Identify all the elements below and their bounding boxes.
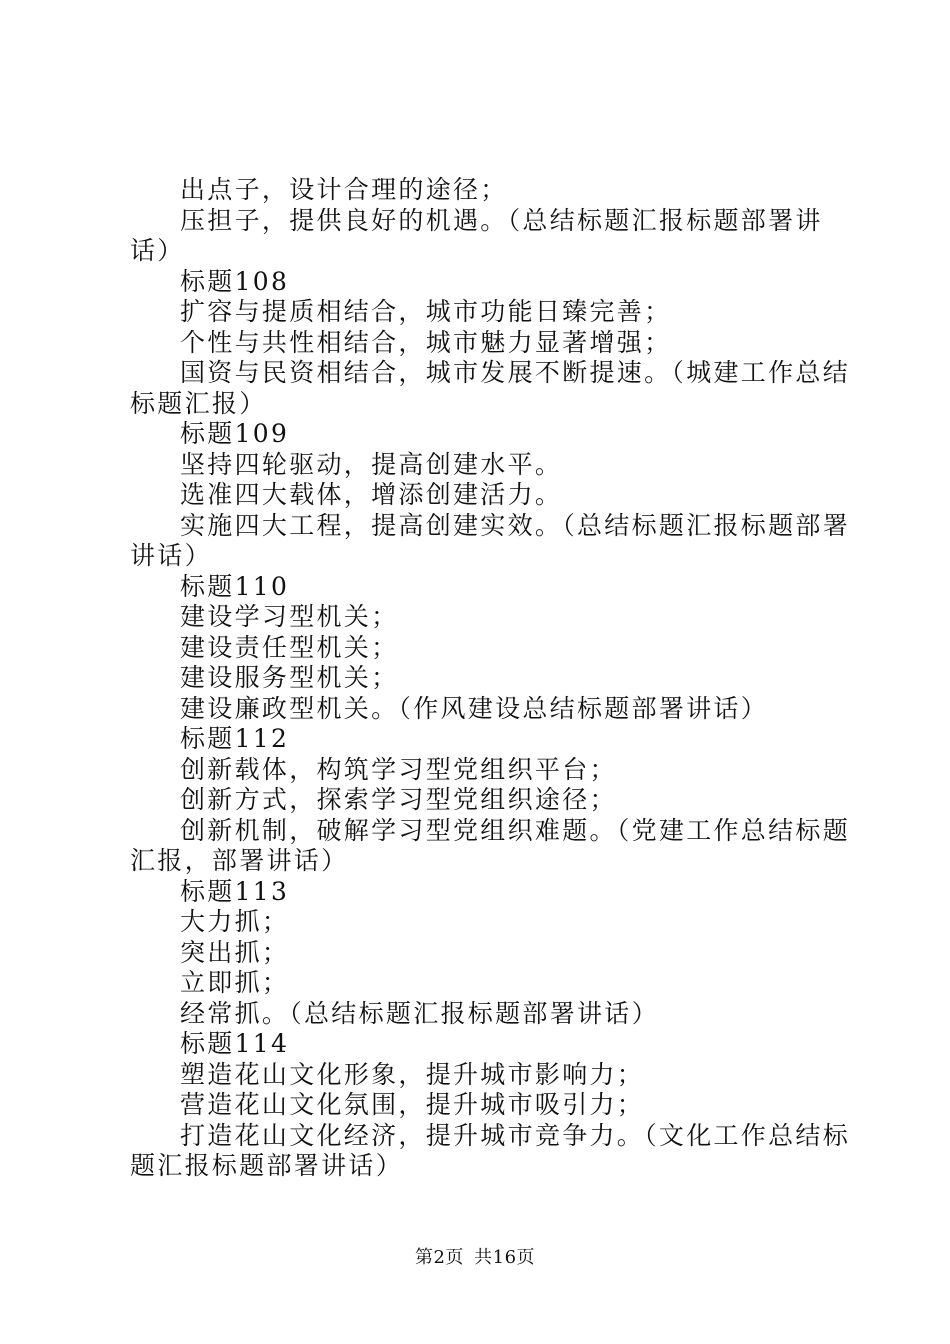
text-line: 扩容与提质相结合，城市功能日臻完善； [180, 297, 672, 326]
section-heading: 标题112 [180, 724, 290, 753]
text-line: 创新方式，探索学习型党组织途径； [180, 785, 617, 814]
section-heading: 标题113 [180, 876, 290, 906]
section-heading: 标题110 [180, 571, 290, 601]
page-number: 第2页 [414, 1247, 464, 1268]
text-line: 话） [130, 236, 185, 265]
section-heading: 标题108 [180, 266, 290, 296]
text-line: 创新机制，破解学习型党组织难题。（党建工作总结标题 [180, 815, 851, 845]
text-line: 出点子，设计合理的途径； [180, 175, 508, 204]
text-line: 立即抓； [180, 968, 290, 997]
text-line: 坚持四轮驱动，提高创建水平。 [180, 449, 563, 479]
text-line: 汇报，部署讲话） [130, 846, 349, 875]
text-line: 建设服务型机关； [180, 663, 399, 692]
text-line: 题汇报标题部署讲话） [130, 1151, 404, 1180]
page-total: 共16页 [474, 1247, 536, 1268]
text-line: 讲话） [130, 541, 212, 570]
text-line: 创新载体，构筑学习型党组织平台； [180, 754, 617, 784]
text-line: 建设学习型机关； [180, 602, 399, 631]
section-heading: 标题114 [180, 1029, 290, 1058]
text-line: 经常抓。（总结标题汇报标题部署讲话） [180, 998, 659, 1028]
text-line: 打造花山文化经济，提升城市竞争力。（文化工作总结标 [180, 1120, 851, 1150]
text-line: 建设廉政型机关。（作风建设总结标题部署讲话） [180, 693, 769, 723]
text-line: 营造花山文化氛围，提升城市吸引力； [180, 1090, 645, 1119]
text-line: 个性与共性相结合，城市魅力显著增强； [180, 327, 672, 357]
page-footer [0, 1243, 950, 1269]
text-line: 塑造花山文化形象，提升城市影响力； [180, 1059, 645, 1089]
section-heading: 标题109 [180, 419, 290, 448]
text-line: 突出抓； [180, 937, 290, 967]
text-line: 标题汇报） [130, 388, 267, 418]
text-line: 大力抓； [180, 907, 290, 936]
document-body [130, 175, 851, 1182]
text-line: 压担子，提供良好的机遇。（总结标题汇报标题部署讲 [180, 205, 823, 235]
text-line: 国资与民资相结合，城市发展不断提速。（城建工作总结 [180, 358, 851, 387]
text-line: 建设责任型机关； [180, 632, 399, 662]
text-line: 选准四大载体，增添创建活力。 [180, 480, 563, 509]
text-line: 实施四大工程，提高创建实效。（总结标题汇报标题部署 [180, 510, 851, 540]
